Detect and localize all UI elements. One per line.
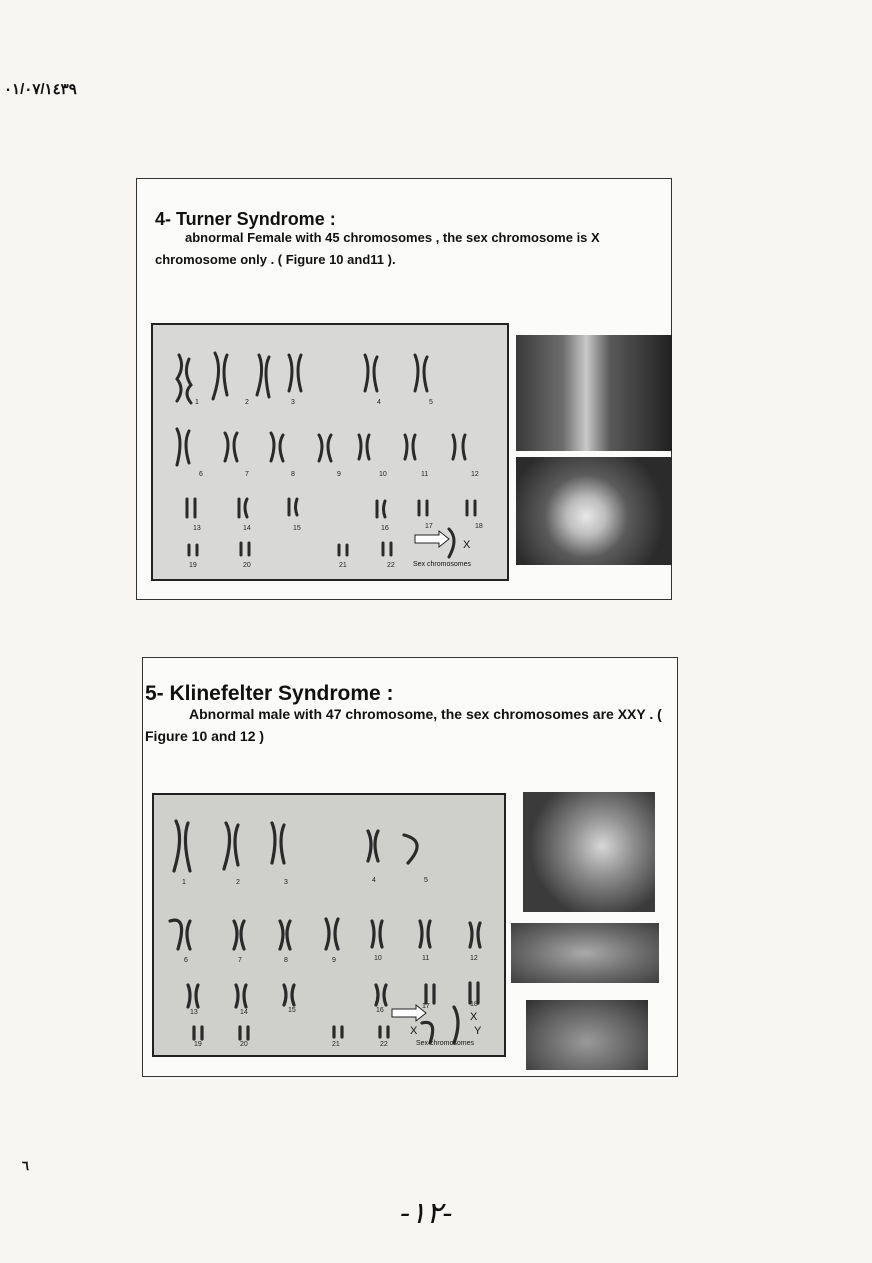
patient-photo — [516, 335, 672, 451]
slide-text: Abnormal male with 47 chromosome, the sex chromosomes are XXY . ( Figure 10 and 12 ) — [145, 706, 662, 744]
chromosome-label: 15 — [288, 1007, 296, 1014]
chromosome-label: 4 — [372, 877, 376, 884]
chromosome-label: 12 — [470, 955, 478, 962]
chromosome-label: 12 — [471, 471, 479, 478]
chromosome-label: 3 — [291, 399, 295, 406]
patient-photo — [523, 792, 655, 912]
klinefelter-slide — [142, 657, 678, 1077]
y-chromosome-mark: Y — [474, 1025, 482, 1037]
chromosome-label: 13 — [193, 525, 201, 532]
chromosome-label: 2 — [245, 399, 249, 406]
chromosome-label: 18 — [475, 523, 483, 530]
chromosome-label: 21 — [339, 562, 347, 569]
sex-chromosomes-label: Sex chromosomes — [416, 1040, 474, 1047]
chromosome-label: 10 — [374, 955, 382, 962]
chromosome-label: 21 — [332, 1041, 340, 1048]
turner-karyotype-image — [151, 323, 509, 581]
chromosome-label: 17 — [422, 1003, 430, 1010]
chromosome-label: 11 — [422, 955, 430, 962]
chromosome-label: 5 — [424, 877, 428, 884]
chromosome-label: 13 — [190, 1009, 198, 1016]
chromosome-label: 14 — [243, 525, 251, 532]
chromosome-label: 15 — [293, 525, 301, 532]
x-chromosome-mark: X — [463, 539, 471, 551]
slide-text: abnormal Female with 45 chromosomes , the sex chromosome is X chromosome only . ( Figure 10 and11 ). — [155, 230, 600, 267]
chromosome-label: 2 — [236, 879, 240, 886]
patient-photo — [526, 1000, 648, 1070]
chromosome-label: 7 — [245, 471, 249, 478]
chromosome-label: 4 — [377, 399, 381, 406]
chromosome-label: 20 — [240, 1041, 248, 1048]
slide-title: 4- Turner Syndrome : — [155, 209, 336, 229]
chromosome-label: 9 — [337, 471, 341, 478]
chromosome-label: 1 — [182, 879, 186, 886]
patient-photo — [511, 923, 659, 983]
chromosome-label: 10 — [379, 471, 387, 478]
chromosome-label: 8 — [291, 471, 295, 478]
chromosome-label: 20 — [243, 562, 251, 569]
chromosome-label: 14 — [240, 1009, 248, 1016]
chromosome-label: 19 — [189, 562, 197, 569]
karyotype-drawing — [153, 325, 507, 579]
chromosome-label: 7 — [238, 957, 242, 964]
chromosome-label: 22 — [380, 1041, 388, 1048]
chromosome-label: 6 — [184, 957, 188, 964]
chromosome-label: 3 — [284, 879, 288, 886]
chromosome-label: 9 — [332, 957, 336, 964]
turner-slide — [136, 178, 672, 600]
slide-title: 5- Klinefelter Syndrome : — [145, 682, 394, 705]
chromosome-label: 18 — [470, 1001, 478, 1008]
chromosome-label: 5 — [429, 399, 433, 406]
chromosome-label: 19 — [194, 1041, 202, 1048]
chromosome-label: 22 — [387, 562, 395, 569]
klinefelter-karyotype-image — [152, 793, 506, 1057]
karyotype-drawing — [154, 795, 504, 1055]
patient-photo — [516, 457, 672, 565]
sex-chromosomes-label: Sex chromosomes — [413, 561, 471, 568]
chromosome-label: 17 — [425, 523, 433, 530]
chromosome-label: 16 — [376, 1007, 384, 1014]
chromosome-label: 16 — [381, 525, 389, 532]
chromosome-label: 6 — [199, 471, 203, 478]
x-chromosome-mark: X — [470, 1011, 478, 1023]
chromosome-label: 11 — [421, 471, 429, 478]
margin-date: ٠١/٠٧/١٤٣٩ — [4, 81, 77, 98]
margin-number: ٦ — [22, 1158, 29, 1173]
x-chromosome-mark: X — [410, 1025, 418, 1037]
chromosome-label: 1 — [195, 399, 199, 406]
page-number: -١٢- — [400, 1196, 453, 1231]
chromosome-label: 8 — [284, 957, 288, 964]
